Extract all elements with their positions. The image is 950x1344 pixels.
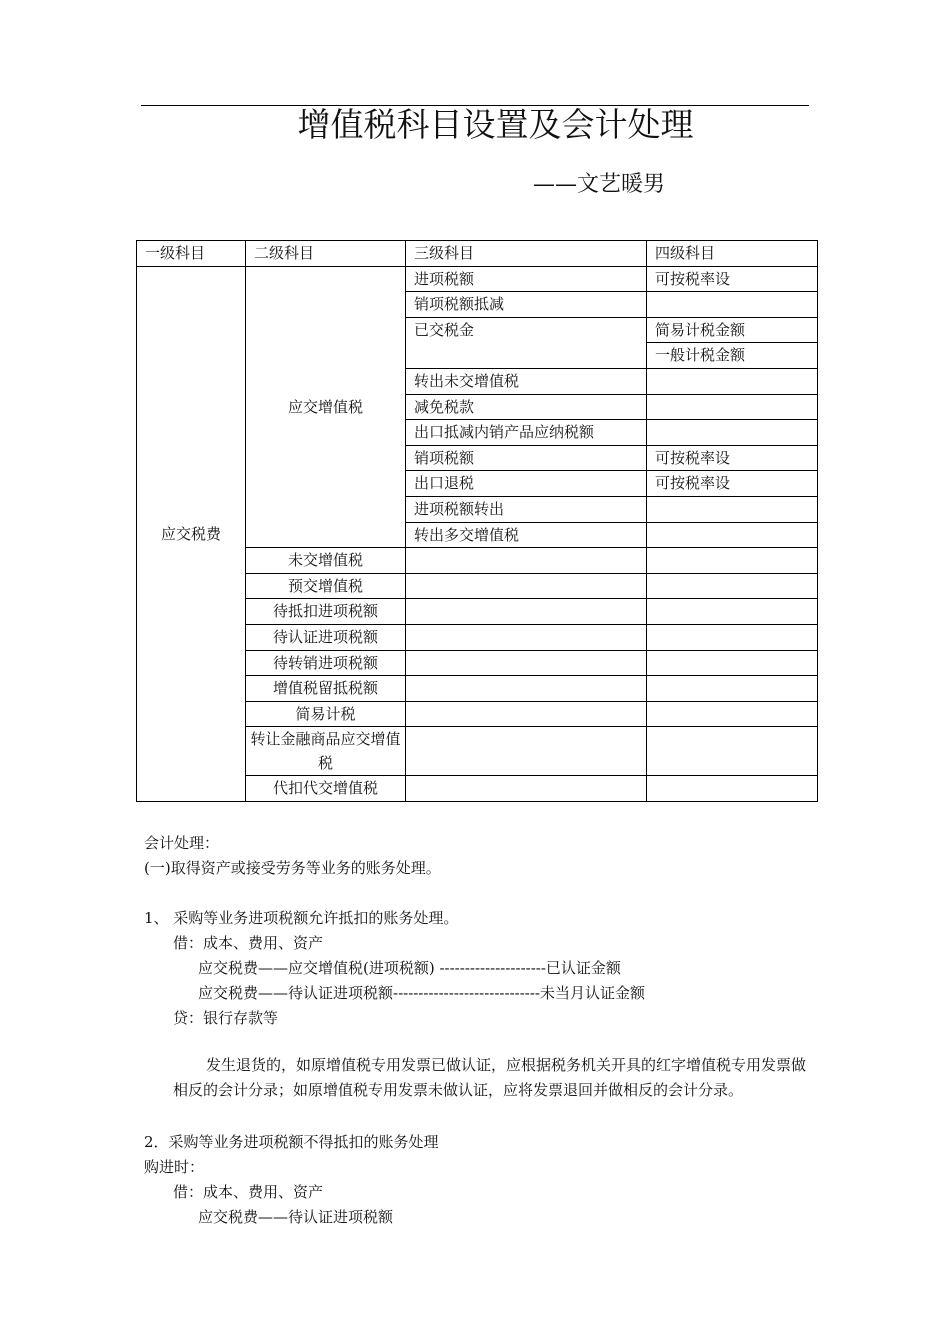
level4-cell: [647, 624, 818, 650]
level3-cell: [406, 624, 647, 650]
level3-cell: 已交税金: [406, 317, 647, 368]
level4-cell: [647, 727, 818, 776]
level4-cell: 可按税率设: [647, 471, 818, 497]
header-level1: 一级科目: [137, 241, 246, 267]
level3-cell: [406, 776, 647, 802]
item-two-when: 购进时：: [144, 1158, 205, 1176]
level2-cell: 转让金融商品应交增值税: [246, 727, 406, 776]
level4-cell: [647, 676, 818, 702]
level4-cell: 简易计税金额: [647, 317, 818, 343]
account-subject-table: [136, 240, 818, 802]
header-level3: 三级科目: [406, 241, 647, 267]
level2-cell: 待认证进项税额: [246, 624, 406, 650]
item-one-entry-2: 应交税费——待认证进项税额-----------------------------未当月认证金额: [198, 984, 645, 1002]
level2-cell: 简易计税: [246, 701, 406, 727]
vat-payable-cell: 应交增值税: [246, 266, 406, 548]
header-level4: 四级科目: [647, 241, 818, 267]
level3-cell: 减免税款: [406, 394, 647, 420]
document-author: ——文艺暖男: [533, 172, 666, 197]
level2-cell: 增值税留抵税额: [246, 676, 406, 702]
item-one-note: 发生退货的，如原增值税专用发票已做认证，应根据税务机关开具的红字增值税专用发票做相反的会计分录；如原增值税专用发票未做认证，应将发票退回并做相反的会计分录。: [173, 1056, 807, 1099]
level4-cell: [647, 420, 818, 446]
level4-cell: [647, 599, 818, 625]
level4-cell: [647, 292, 818, 318]
level3-cell: 转出未交增值税: [406, 368, 647, 394]
level4-cell: [647, 394, 818, 420]
level4-cell: 可按税率设: [647, 445, 818, 471]
level2-cell: 代扣代交增值税: [246, 776, 406, 802]
item-one-credit: 贷：银行存款等: [173, 1009, 279, 1027]
level4-cell: [647, 496, 818, 522]
item-two-debit: 借：成本、费用、资产: [173, 1183, 324, 1201]
level3-cell: [406, 727, 647, 776]
section-one-heading: (一)取得资产或接受劳务等业务的账务处理。: [144, 859, 441, 877]
document-title: 增值税科目设置及会计处理: [297, 105, 694, 144]
level3-cell: [406, 573, 647, 599]
level3-cell: [406, 650, 647, 676]
level3-cell: 转出多交增值税: [406, 522, 647, 548]
level3-cell: [406, 701, 647, 727]
item-one-entry-1: 应交税费——应交增值税(进项税额) ---------------------已认证金额: [198, 959, 621, 977]
level1-cell: 应交税费: [137, 266, 246, 801]
level4-cell: [647, 776, 818, 802]
level4-cell: [647, 368, 818, 394]
item-two-title: 2．采购等业务进项税额不得抵扣的账务处理: [144, 1133, 439, 1151]
level3-cell: 出口退税: [406, 471, 647, 497]
level3-cell: [406, 676, 647, 702]
level2-cell: 待转销进项税额: [246, 650, 406, 676]
item-one-title: 1、 采购等业务进项税额允许抵扣的账务处理。: [144, 909, 459, 927]
level4-cell: 可按税率设: [647, 266, 818, 292]
level3-cell: 出口抵减内销产品应纳税额: [406, 420, 647, 446]
level2-cell: 待抵扣进项税额: [246, 599, 406, 625]
level2-cell: 未交增值税: [246, 548, 406, 574]
level4-cell: [647, 701, 818, 727]
level3-cell: [406, 599, 647, 625]
level4-cell: [647, 522, 818, 548]
table-row: [137, 266, 818, 292]
level3-cell: [406, 548, 647, 574]
level3-cell: 进项税额: [406, 266, 647, 292]
level4-cell: [647, 548, 818, 574]
item-two-entry-1: 应交税费——待认证进项税额: [198, 1208, 394, 1226]
accounting-heading: 会计处理：: [144, 834, 220, 852]
level2-cell: 预交增值税: [246, 573, 406, 599]
table-header-row: [137, 241, 818, 267]
item-one-debit: 借：成本、费用、资产: [173, 934, 324, 952]
level3-cell: 销项税额抵减: [406, 292, 647, 318]
level4-cell: [647, 573, 818, 599]
header-level2: 二级科目: [246, 241, 406, 267]
level4-cell: 一般计税金额: [647, 343, 818, 369]
level4-cell: [647, 650, 818, 676]
level3-cell: 销项税额: [406, 445, 647, 471]
level3-cell: 进项税额转出: [406, 496, 647, 522]
